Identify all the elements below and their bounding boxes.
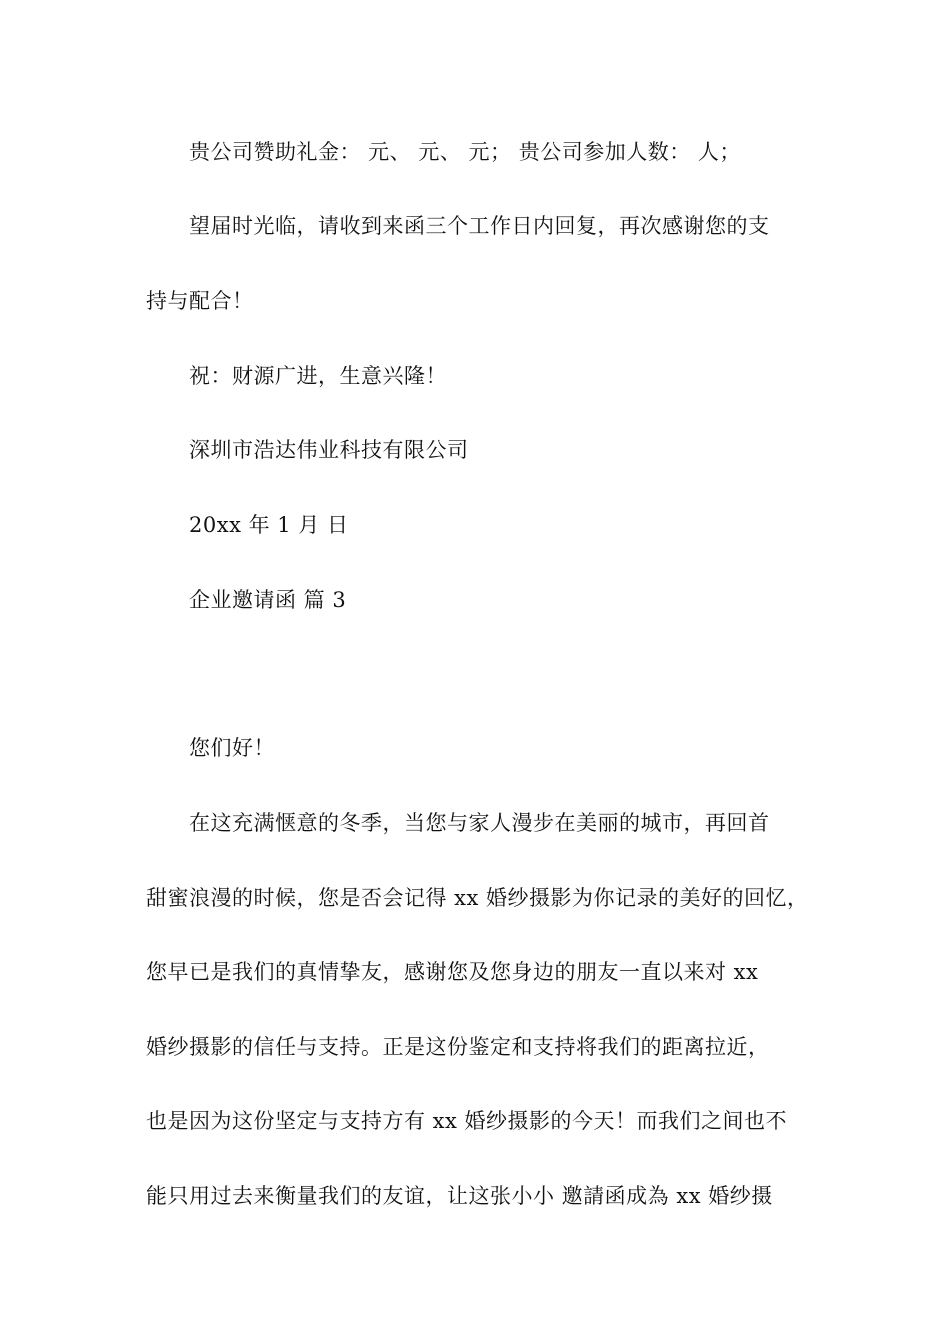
- paragraph-line: 在这充满惬意的冬季，当您与家人漫步在美丽的城市，再回首: [189, 811, 770, 835]
- paragraph-line: 婚纱摄影的信任与支持。正是这份鉴定和支持将我们的距离拉近，: [146, 1035, 770, 1059]
- reply-request-line: 望届时光临，请收到来函三个工作日内回复，再次感谢您的支: [189, 214, 770, 238]
- section-heading: 企业邀请函 篇 3: [189, 588, 347, 612]
- greeting-line: 您们好！: [189, 736, 275, 760]
- paragraph-line: 您早已是我们的真情挚友，感谢您及您身边的朋友一直以来对 xx: [146, 960, 759, 984]
- paragraph-line: 能只用过去来衡量我们的友谊，让这张小小 邀請函成為 xx 婚纱摄: [146, 1184, 773, 1208]
- sponsorship-line: 贵公司赞助礼金： 元、 元、 元； 贵公司参加人数： 人；: [189, 140, 741, 164]
- company-name: 深圳市浩达伟业科技有限公司: [189, 438, 469, 462]
- blessing-line: 祝：财源广进，生意兴隆！: [189, 364, 447, 388]
- paragraph-line: 甜蜜浪漫的时候，您是否会记得 xx 婚纱摄影为你记录的美好的回忆，: [146, 886, 809, 910]
- reply-request-continuation: 持与配合！: [146, 289, 254, 313]
- paragraph-line: 也是因为这份坚定与支持方有 xx 婚纱摄影的今天！而我们之间也不: [146, 1109, 788, 1133]
- date-line: 20xx 年 1 月 日: [189, 513, 349, 537]
